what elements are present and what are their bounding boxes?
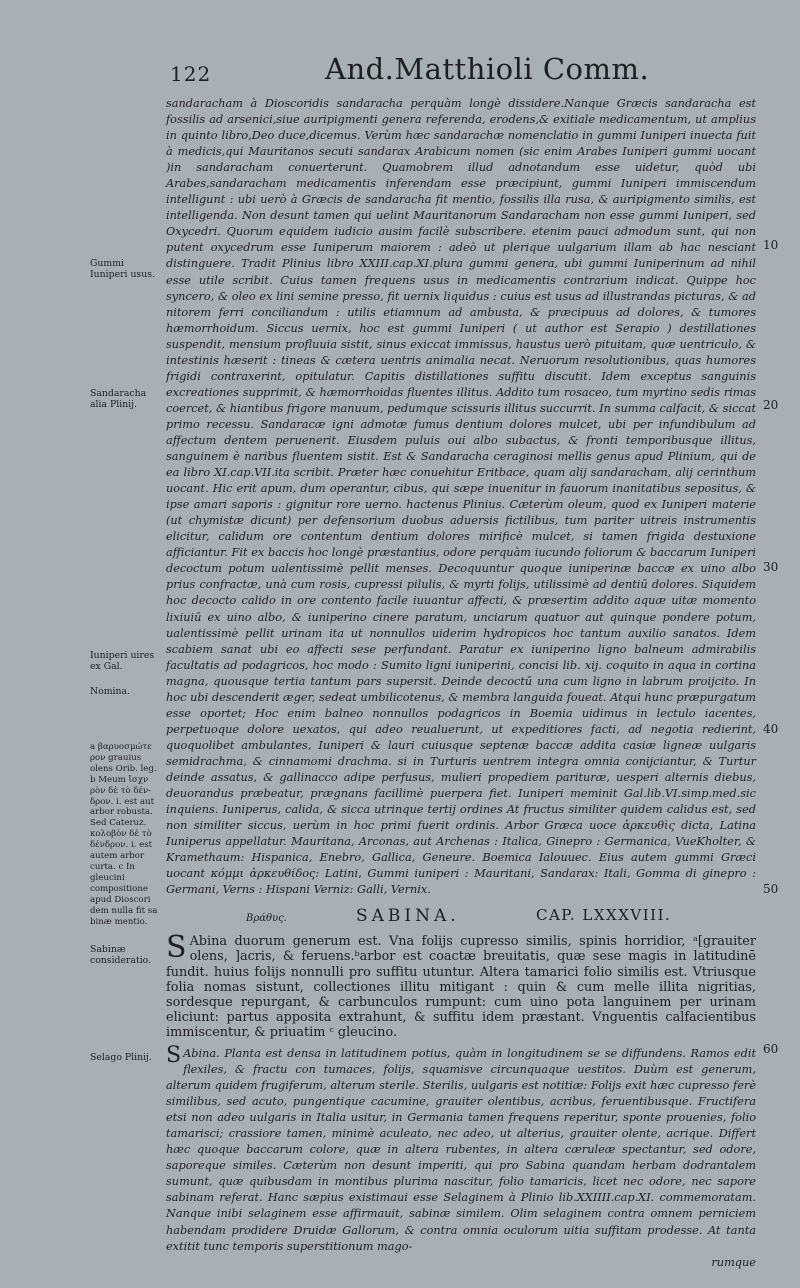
sidenote-gummi: Gummi Iuniperi usus. xyxy=(90,258,155,281)
line-number: 50 xyxy=(763,882,779,896)
chapter-title: SABINA. xyxy=(356,906,460,927)
line-number: 40 xyxy=(763,722,779,736)
sidenote-selago: Selago Plinij. xyxy=(90,1052,152,1063)
line-number: 30 xyxy=(763,560,779,574)
dioscorides-text: Abina duorum generum est. Vna folijs cupresso similis, spinis horridior, ᵃ[grauiter olens, ]acris, & feruens.ᵇarbor est coactæ breuitatis, quæ sese magis in latitudinē fundit. huius folijs nonnulli pro suffitu utuntur. Altera tamarici folio similis est. Vtriusque folia nomas sistunt, collectiones illitu mitigant : quin & cum melle illita nigritias, sordesque repurgant, & carbunculos rumpunt: cum uino pota languinem per urinam eliciunt: partus apposita extrahunt, & suffitu idem præstant. Vnguentis calfacientibus immiscentur, & priuatim ᶜ gleucino. xyxy=(166,934,756,1040)
greek-name: Βράθυς. xyxy=(246,913,287,925)
page-number: 122 xyxy=(170,62,212,86)
catchword: rumque xyxy=(711,1255,756,1269)
sidenote-sabinae: Sabinæ consideratio. xyxy=(90,944,152,967)
line-number: 60 xyxy=(763,1042,779,1056)
sidenote-nomina: Nomina. xyxy=(90,686,131,697)
page-header xyxy=(0,52,800,92)
commentary-sabina-paragraph xyxy=(166,1043,756,1255)
dioscorides-paragraph xyxy=(166,930,756,1040)
chapter-heading xyxy=(166,900,756,934)
sidenote-sandaracha: Sandaracha alia Plinij. xyxy=(90,388,147,411)
commentary-sabina-text: Abina. Planta est densa in latitudinem potius, quàm in longitudinem se se diffundens. Ramos edit flexiles, & fractu con tumaces, folijs, squamisve circunquaque uestitos. Duùm est generum, alterum quidem frugiferum, alterum sterile. Sterilis, uulgaris est notitiæ: Folijs exit hæc cupresso ferè similibus, sed acuto, pungentique cacumine, grauiter olentibus, acribus, feruentibusque. Fructifera etsi non adeo uulgaris in Italia usitur, in Germania tamen frequens reperitur, sponte prouenies, folio tamarisci; crassiore tamen, minimè aculeato, nec adeo, ut alterius, grauiter olente, acrique. Differt hæc quoque baccarum colore, quæ in altera rubentes, in altera cæruleæ spectantur, sed odore, saporeque similes. Cæterùm non desunt imperiti, qui pro Sabina quandam herbam dodrantalem sumunt, quæ quibusdam in montibus plurima nascitur, folio tamaricis, licet nec odore, nec sapore sabinam referat. Hanc sæpius existimaui esse Selaginem à Plinio lib.XXIIII.cap.XI. commemoratam. Nanque inibi selaginem esse affirmauit, sabinæ similem. Olim selaginem contra omnem perniciem habendam prodidere Druidæ Gallorum, & contra omnia oculorum uitia suffitam prodesse. At tanta extitit tunc temporis superstitionum mago- xyxy=(166,1047,756,1253)
chapter-number: CAP. LXXXVIII. xyxy=(536,906,672,925)
running-title: And.Matthioli Comm. xyxy=(325,52,650,86)
commentary-paragraph: sandaracham à Dioscoridis sandaracha perquàm longè dissidere.Nanque Græcis sandaracha est fossilis ad arsenici,siue auripigmenti genera referenda, erodens,& exitiale medicamentum, ut amplius in quinto libro,Deo duce,dicemus. Verùm hæc sandarachæ nomenclatio in gummi Iuniperi inuecta fuit à medicis,qui Mauritanos secuti sandarax Arabicum nomen (sic enim Arabes Iuniperi gummi uocant )in sandaracham conuerterunt. Quamobrem illud adnotandum esse uidetur, quòd ubi Arabes,sandaracham medicamentis inferendam esse præcipiunt, gummi Iuniperi immiscendum intelligunt : ubi uerò à Græcis de sandaracha fit mentio, fossilis illa rusa, & auripigmento similis, est intelligenda. Non desunt tamen qui uelint Mauritanorum Sandaracham non esse gummi Iuniperi, sed Oxycedri. Quorum equidem iudicio ausim facilè subscribere. etenim pauci admodum sunt, qui non putent oxycedrum esse Iuniperum maiorem : adeò ut plerique uulgarium illam ab hac nesciant distinguere. Tradit Plinius libro XXIII.cap.XI.plura gummi genera, ubi gummi Iuniperinum ad nihil esse utile scribit. Cuius tamen frequens usus in medicamentis contrarium indicat. Quippe hoc syncero, & oleo ex lini semine presso, fit uernix liquidus : cuius est usus ad illustrandas picturas, & ad nitorem ferri conciliandum : utilis etiamnum ad ambusta, & præcipuus ad dolores, & tumores hæmorrhoidum. Siccus uernix, hoc est gummi Iuniperi ( ut author est Serapio ) destillationes suspendit, mensium profluuia sistit, sinus exiccat immissus, haustus uerò pituitam, quæ uentriculo, & intestinis hæserit : tineas & cætera uentris animalia necat. Neruorum resolutionibus, quas humores frigidi contraxerint, opitulatur. Capitis distillationes suffitu discutit. Idem exceptus sanguinis excreationes supprimit, & hæmorrhoidas fluentes illitus. Addito tum rosaceo, tum myrtino sedis rimas coercet, & hiantibus frigore manuum, pedumque scissuris illitus succurrit. In summa calfacit, & siccat primo recessu. Sandaracæ igni admotæ fumus dentium dolores mulcet, ubi per infundibulum ad affectum dentem peruenerit. Eiusdem puluis oui albo subactus, & fronti temporibusque illitus, sanguinem è naribus fluentem sistit. Est & Sandaracha ceraginosi mellis genus apud Plinium, qui de ea libro XI.cap.VII.ita scribit. Præter hæc conuehitur Eritbace, quam alij sandaracham, alij cerinthum uocant. Hic erit apum, dum operantur, cibus, qui sæpe inuenitur in fauorum inanitatibus sepositus, & ipse amari saporis : gignitur rore uerno. hactenus Plinius. Cæterùm oleum, quod ex Iuniperi materie (ut chymistæ dicunt) per defensorium duobus aduersis fictilibus, tum pariter uitreis instrumentis elicitur, calidum ore contentum dentium dolores mirificè mulcet, si tamen frigida destuxione afficiantur. Fit ex baccis hoc longè præstantius, odore perquàm iucundo foliorum & baccarum Iuniperi decoctum potum ualentissimè pellit menses. Decoquuntur quoque iuniperinæ baccæ ex uino albo prius confractæ, unà cum rosis, cupressi pilulis, & myrti folijs, utilissimè ad dentiū dolores. Siquidem hoc decocto calido in ore contento facile iuuantur affecti, & præsertim addito aquæ uitæ momento lixiuiū ex uino albo, & iuniperino cinere paratum, unciarum quatuor aut quinque pondere potum, ualentissimè pellit urinam ita ut nonnullos uiderim hydropicos hoc tantum auxilio sanatos. Idem scabiem sanat ubi eo affecti sese perfundant. Paratur ex iuniperino ligno balneum admirabilis facultatis ad podagricos, hoc modo : Sumito ligni iuniperini, concisi lib. xij. coquito in aqua in cortina magna, quousque tertia tantum pars supersit. Deinde decoctū una cum ligno in labrum proijcito. In hoc ubi descenderit æger, sedeat umbilicotenus, & membra languida foueat. Atqui hunc præpurgatum esse oportet; Hoc enim balneo nonnullos podagricos in Boemia uidimus in lectulo iacentes, perpetuoque dolore uexatos, qui adeo reualuerunt, ut expeditiores facti, ad negotia redierint, quoquolibet ambulantes, Iuniperi & lauri cuiusque septenæ baccæ addita casiæ ligneæ uulgaris semidrachma, & cinnamomi drachma. si in Turturis uentrem integra omnia conijciantur, & Turtur deinde assatus, & gallinacco adipe perfusus, mulieri propediem parituræ, uesperi alternis diebus, deuorandus præbeatur, prægnans facillimè puerpera fiet. Iuniperi meminit Gal.lib.VI.simp.med.sic inquiens. Iuniperus, calida, & sicca utrinque tertij ordines At fructus similiter quidem calidus est, sed non similiter siccus, uerùm in hoc primi fuerit ordinis. Arbor Græca uoce ἀρκευθὶς dicta, Latina Iuniperus appellatur. Mauritana, Arconas, aut Archenas : Italica, Ginepro : Germanica, VueKholter, & Kramethaum: Hispanica, Enebro, Gallica, Geneure. Boemica Ialouuec. Eius autem gummi Græci uocant κόμμι ἀρκευθίδος: Latini, Gummi iuniperi : Mauritani, Sandarax: Itali, Gomma di ginepro : Germani, Verns : Hispani Verniz: Galli, Vernix. xyxy=(166,97,756,897)
line-number: 20 xyxy=(763,398,779,412)
sidenote-iuniperi-uires: Iuniperi uires ex Gal. xyxy=(90,650,155,673)
main-text-column xyxy=(166,96,756,1271)
drop-cap-initial: S xyxy=(166,930,187,966)
sidenote-greek-variants: a βαρυοσμώτε ρον grauius olens Orib. leg. b Meum ἴσχν ρὸν δὲ τὸ δέν- δρον. i. est aut arbor robusta. Sed Cateruz. κολοβὸν δὲ τὸ δένδρον. i. est autem arbor curta. c In gleucini compositione apud Dioscori dem nulla fit sa binæ mentio. xyxy=(90,742,158,927)
initial-letter: S xyxy=(166,1043,182,1068)
line-number: 10 xyxy=(763,238,779,252)
